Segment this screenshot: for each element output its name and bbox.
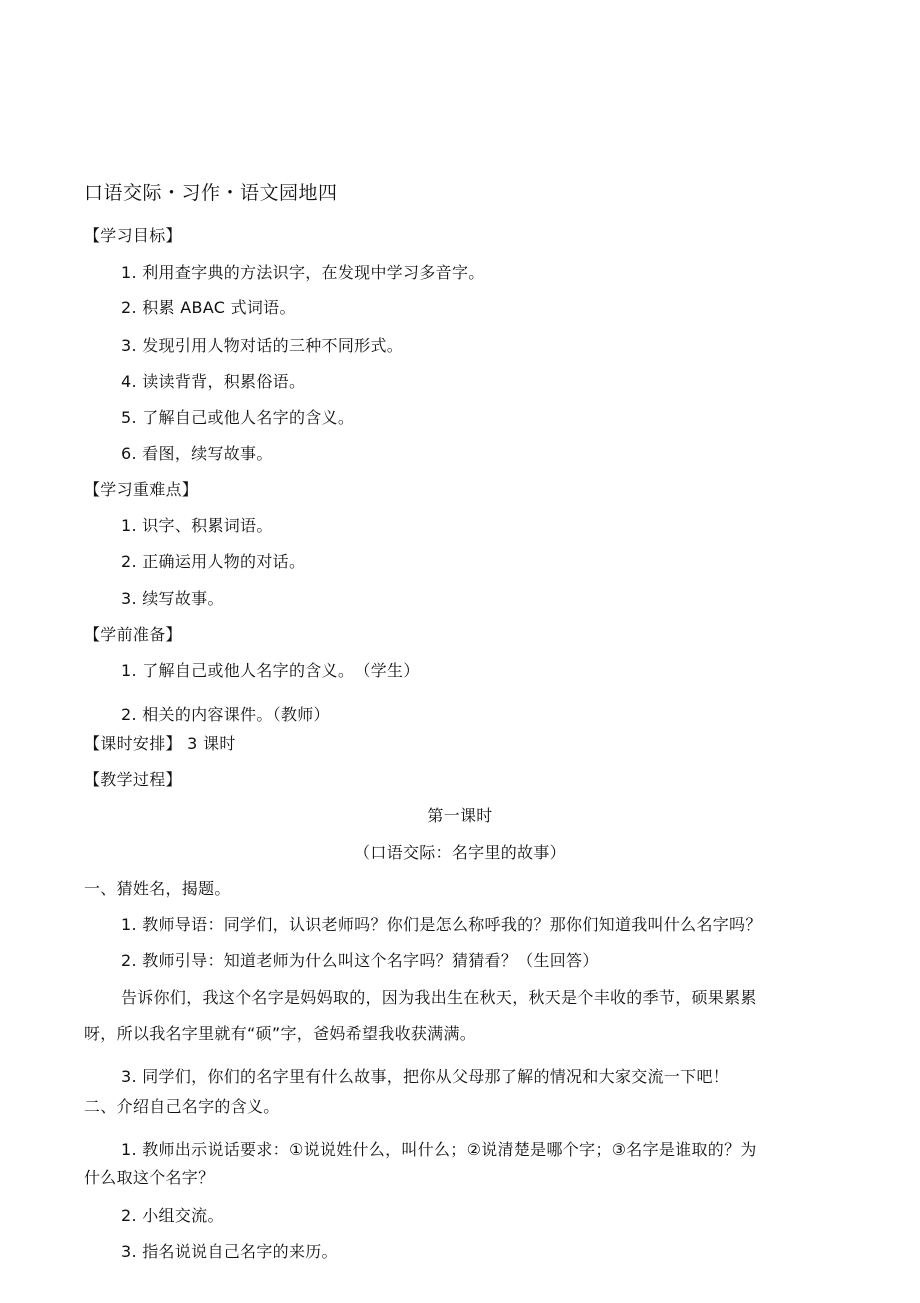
- objective-item: 1. 利用查字典的方法识字，在发现中学习多音字。: [121, 263, 485, 282]
- schedule-line: 【课时安排】 3 课时: [84, 734, 236, 753]
- preparation-heading: 【学前准备】: [84, 625, 182, 644]
- preparation-item: 2. 相关的内容课件。（教师）: [121, 705, 330, 724]
- key-point-item: 2. 正确运用人物的对话。: [121, 552, 306, 571]
- key-point-item: 3. 续写故事。: [121, 589, 224, 608]
- paragraph: 3. 同学们，你们的名字里有什么故事，把你从父母那了解的情况和大家交流一下吧！: [121, 1067, 730, 1086]
- objective-item: 4. 读读背背，积累俗语。: [121, 372, 306, 391]
- lesson-title: 第一课时: [427, 806, 493, 825]
- key-points-heading: 【学习重难点】: [84, 480, 199, 499]
- paragraph: 1. 教师导语：同学们，认识老师吗？你们是怎么称呼我的？那你们知道我叫什么名字吗？: [121, 915, 762, 934]
- objective-item: 5. 了解自己或他人名字的含义。: [121, 408, 355, 427]
- paragraph: 1. 教师出示说话要求：①说说姓什么，叫什么；②说清楚是哪个字；③名字是谁取的？为: [121, 1140, 757, 1159]
- paragraph: 告诉你们，我这个名字是妈妈取的，因为我出生在秋天，秋天是个丰收的季节，硕果累累: [121, 988, 757, 1007]
- document-title: 口语交际・习作・语文园地四: [84, 182, 338, 204]
- section-heading: 一、猜姓名，揭题。: [84, 879, 231, 898]
- objective-item: 6. 看图，续写故事。: [121, 444, 273, 463]
- objective-item: 3. 发现引用人物对话的三种不同形式。: [121, 336, 404, 355]
- objectives-heading: 【学习目标】: [84, 226, 182, 245]
- preparation-item: 1. 了解自己或他人名字的含义。 （学生）: [121, 661, 420, 680]
- key-point-item: 1. 识字、积累词语。: [121, 516, 273, 535]
- paragraph: 3. 指名说说自己名字的来历。: [121, 1242, 338, 1261]
- paragraph-continuation: 什么取这个名字？: [84, 1168, 215, 1187]
- objective-item: 2. 积累 ABAC 式词语。: [121, 298, 296, 317]
- section-heading: 二、介绍自己名字的含义。: [84, 1097, 280, 1116]
- paragraph: 2. 教师引导：知道老师为什么叫这个名字吗？猜猜看？（生回答）: [121, 951, 599, 970]
- process-heading: 【教学过程】: [84, 770, 182, 789]
- paragraph: 2. 小组交流。: [121, 1206, 224, 1225]
- paragraph-continuation: 呀，所以我名字里就有“硕”字，爸妈希望我收获满满。: [84, 1024, 477, 1043]
- lesson-subtitle: （口语交际：名字里的故事）: [354, 843, 566, 862]
